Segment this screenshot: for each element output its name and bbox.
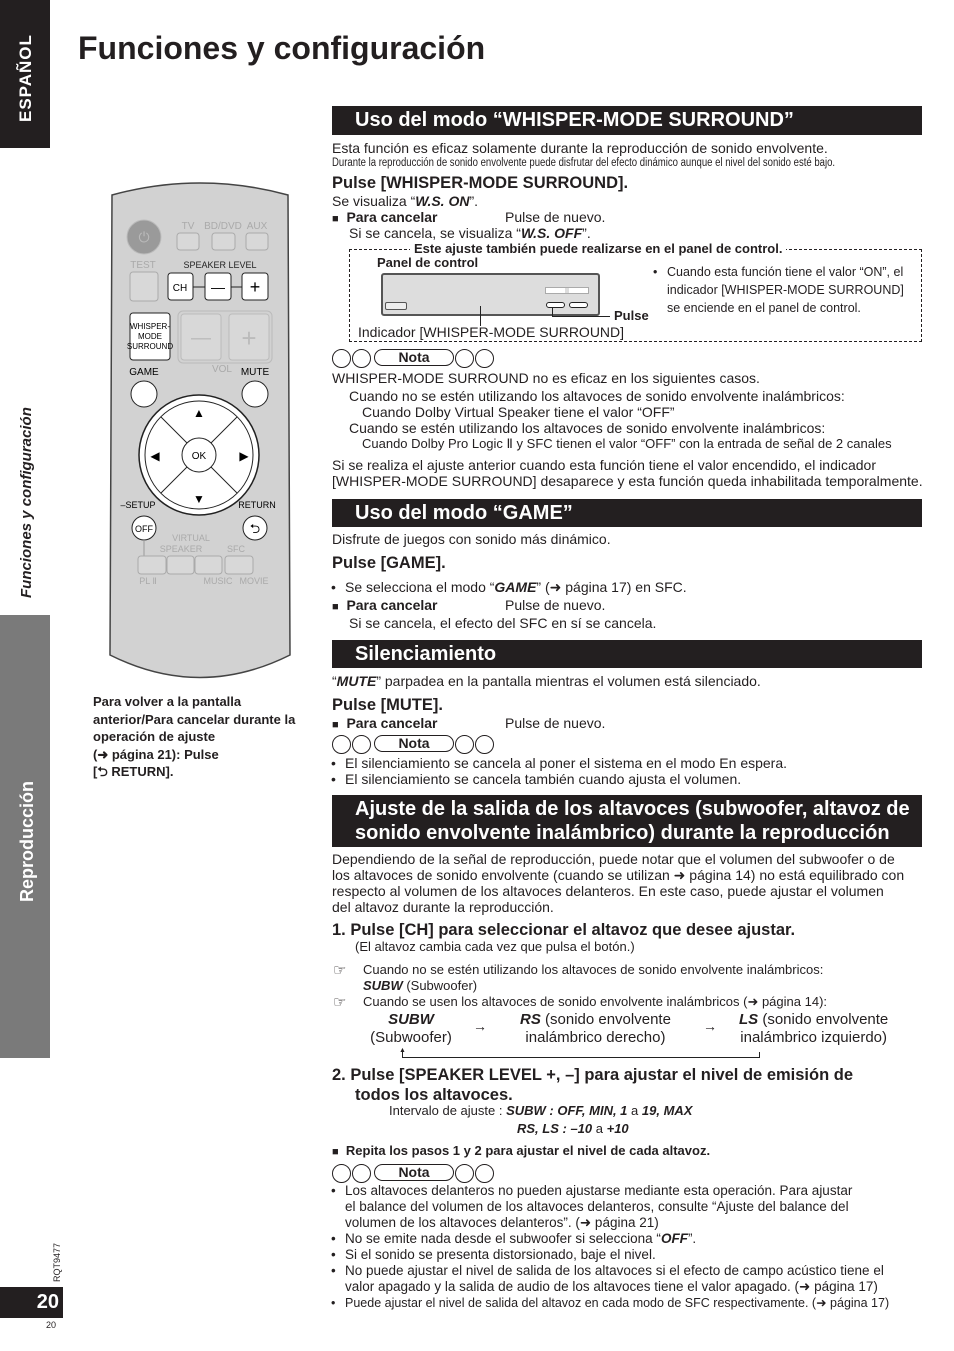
cycle-return-line bbox=[402, 1052, 760, 1058]
panel-indicator-label: Indicador [WHISPER-MODE SURROUND] bbox=[358, 324, 625, 340]
mute-intro: “MUTE” parpadea en la pantalla mientras el volumen está silenciado. bbox=[332, 673, 761, 689]
section-header-game: Uso del modo “GAME” bbox=[332, 499, 922, 527]
svg-text:VOL: VOL bbox=[211, 364, 233, 375]
mute-step: Pulse [MUTE]. bbox=[332, 696, 443, 714]
whisper-intro-small: Durante la reproducción de sonido envolvente puede disfrutar del efecto dinámico aunque el nivel del sonido esté bajo. bbox=[332, 157, 836, 169]
svg-text:–SETUP: –SETUP bbox=[120, 500, 156, 510]
speaker-case-1: Cuando no se estén utilizando los altavoces de sonido envolvente inalámbricos: bbox=[363, 962, 824, 977]
left-arrow-icon: ◀ bbox=[150, 449, 160, 463]
speaker-cycle-rs: RS (sonido envolvente inalámbrico derecho) bbox=[520, 1011, 671, 1046]
speaker-case-2: Cuando se usen los altavoces de sonido envolvente inalámbricos (➜ página 14): bbox=[363, 994, 828, 1009]
up-arrow-icon: ▲ bbox=[193, 406, 205, 420]
range-line-2: RS, LS : –10 a +10 bbox=[517, 1121, 629, 1136]
svg-text:OK: OK bbox=[191, 451, 207, 462]
power-icon: ⏻ bbox=[138, 229, 150, 245]
speaker-step-2: 2. Pulse [SPEAKER LEVEL +, –] para ajustar el nivel de emisión de todos los altavoces. bbox=[332, 1066, 854, 1104]
aux-button bbox=[246, 233, 268, 250]
panel-pulse-label: Pulse bbox=[614, 308, 649, 323]
bd-button bbox=[212, 233, 235, 250]
page-number-small: 20 bbox=[46, 1320, 57, 1330]
remote-caption: Para volver a la pantalla anterior/Para cancelar durante la operación de ajuste (➜ página 21): Pulse [⮌ RETURN]. bbox=[93, 694, 296, 780]
panel-box-title: Este ajuste también puede realizarse en el panel de control. bbox=[410, 241, 786, 257]
game-cancel-value: Pulse de nuevo. bbox=[505, 597, 606, 613]
section-header-mute: Silenciamiento bbox=[332, 640, 922, 668]
note-text: Si se realiza el ajuste anterior cuando esta función tiene el valor encendido, el indicador bbox=[332, 457, 877, 473]
svg-text:+: + bbox=[249, 277, 261, 297]
arrow-right-icon: → bbox=[703, 1018, 717, 1034]
repeat-step: ■ Repita los pasos 1 y 2 para ajustar el nivel de cada altavoz. bbox=[332, 1143, 711, 1158]
game-cancel-text: Si se cancela, el efecto del SFC en sí se cancela. bbox=[349, 615, 657, 631]
panel-volume-buttons bbox=[546, 288, 588, 293]
hand-pointer-icon: ☞ bbox=[333, 962, 347, 979]
mute-button bbox=[242, 381, 268, 407]
section-header-whisper: Uso del modo “WHISPER-MODE SURROUND” bbox=[332, 106, 922, 135]
speaker-intro: Dependiendo de la señal de reproducción, puede notar que el volumen del subwoofer o de los altavoces de sonido envolvente (cuando se utilizan ➜ página 14) no está equilibrado con respecto al volumen de los altavoces delanteros. En este caso, puede ajustar el volumen del altavoz durante la reproducción. bbox=[332, 851, 905, 915]
hand-pointer-icon: ☞ bbox=[333, 994, 347, 1011]
page-title: Funciones y configuración bbox=[78, 30, 486, 66]
section-label: Reproducción bbox=[17, 780, 37, 902]
game-cancel: ■ Para cancelar bbox=[332, 597, 438, 613]
svg-text:RETURN: RETURN bbox=[238, 500, 276, 510]
test-button bbox=[130, 272, 158, 301]
language-label: ESPAÑOL bbox=[16, 34, 35, 122]
right-arrow-icon: ▶ bbox=[239, 449, 249, 463]
whisper-step: Pulse [WHISPER-MODE SURROUND]. bbox=[332, 174, 629, 192]
svg-text:MUSIC: MUSIC bbox=[203, 576, 233, 586]
game-button bbox=[131, 381, 157, 407]
svg-text:PL Ⅱ: PL Ⅱ bbox=[139, 576, 157, 586]
nota-label: Nota bbox=[332, 348, 496, 368]
whisper-display: Se visualiza “W.S. ON”. bbox=[332, 193, 479, 209]
speaker-cycle-subw: SUBW (Subwoofer) bbox=[370, 1011, 452, 1046]
speaker-cycle-ls: LS (sonido envolvente inalámbrico izquierdo) bbox=[739, 1011, 889, 1046]
bd-label: BD/DVD bbox=[204, 221, 242, 232]
svg-text:SURROUND: SURROUND bbox=[126, 342, 174, 351]
doc-code: RQT9477 bbox=[52, 1242, 62, 1282]
cycle-return-arrow-icon: ▲ bbox=[399, 1047, 406, 1054]
game-intro: Disfrute de juegos con sonido más dinámico. bbox=[332, 531, 611, 547]
speaker-step-1-sub: (El altavoz cambia cada vez que pulsa el botón.) bbox=[355, 939, 635, 954]
speaker-case-1-value: SUBW (Subwoofer) bbox=[363, 978, 478, 993]
game-bullet: • Se selecciona el modo “GAME” (➜ página 17) en SFC. bbox=[345, 579, 687, 595]
svg-text:VIRTUAL: VIRTUAL bbox=[172, 533, 210, 543]
range-line-1: Intervalo de ajuste : SUBW : OFF, MIN, 1 a 19, MAX bbox=[389, 1103, 693, 1118]
return-icon: ⮌ bbox=[249, 521, 261, 536]
note-text: Cuando Dolby Pro Logic Ⅱ y SFC tienen el valor “OFF” con la entrada de señal de 2 canales bbox=[362, 436, 892, 451]
svg-text:GAME: GAME bbox=[129, 367, 159, 378]
indicator-leader-line bbox=[480, 306, 481, 326]
note-text: Cuando Dolby Virtual Speaker tiene el valor “OFF” bbox=[362, 404, 675, 420]
tv-button bbox=[177, 233, 199, 250]
pulse-leader-line bbox=[552, 308, 610, 317]
section-italic-label: Funciones y configuración bbox=[18, 407, 35, 598]
whisper-intro: Esta función es eficaz solamente durante la reproducción de sonido envolvente. bbox=[332, 140, 828, 156]
svg-text:SFC: SFC bbox=[227, 544, 245, 554]
remote-control-illustration bbox=[100, 175, 300, 690]
speaker-level-label: SPEAKER LEVEL bbox=[183, 260, 257, 270]
whisper-cancel: ■ Para cancelar bbox=[332, 209, 438, 225]
svg-text:OFF: OFF bbox=[135, 524, 153, 534]
panel-note: • Cuando esta función tiene el valor “ON”, el indicador [WHISPER-MODE SURROUND] se enciende en el panel de control. bbox=[667, 263, 904, 317]
whisper-cancel-value: Pulse de nuevo. bbox=[505, 209, 606, 225]
tv-label: TV bbox=[181, 221, 195, 232]
mute-cancel-value: Pulse de nuevo. bbox=[505, 715, 606, 731]
arrow-right-icon: → bbox=[473, 1018, 487, 1034]
whisper-cancel-text: Si se cancela, se visualiza “W.S. OFF”. bbox=[349, 225, 591, 241]
svg-text:MODE: MODE bbox=[138, 332, 162, 341]
down-arrow-icon: ▼ bbox=[193, 492, 205, 506]
svg-text:—: — bbox=[211, 279, 225, 295]
note-text: • El silenciamiento se cancela también cuando ajusta el volumen. bbox=[345, 771, 741, 787]
svg-text:SPEAKER: SPEAKER bbox=[159, 544, 203, 554]
panel-power-button bbox=[385, 302, 407, 310]
panel-label: Panel de control bbox=[377, 255, 479, 270]
aux-label: AUX bbox=[246, 221, 268, 232]
note-text: WHISPER-MODE SURROUND no es eficaz en los siguientes casos. bbox=[332, 370, 760, 386]
note-text: [WHISPER-MODE SURROUND] desaparece y esta función queda inhabilitada temporalmente. bbox=[332, 473, 923, 489]
svg-text:MOVIE: MOVIE bbox=[239, 576, 269, 586]
speaker-notes: • Los altavoces delanteros no pueden ajustarse mediante esta operación. Para ajustar el balance del volumen de los altavoces delanteros, consulte “Ajuste del balance del volumen de los altavoces delanteros”. (➜ página 21) • No se emite nada desde el subwoofer si selecciona “OFF”. • Si el sonido se presenta distorsionado, baje el nivel. • No puede ajustar el nivel de salida de los altavoces si el efecto de campo acústico tiene el valor apagado y la salida de audio de los altavoces tiene el valor apagado. (➜ página 17) • Puede ajustar el nivel de salida del altavoz en cada modo de SFC respectivamente. (➜ página 17) bbox=[345, 1183, 889, 1311]
note-text: Cuando no se estén utilizando los altavoces de sonido envolvente inalámbricos: bbox=[349, 388, 845, 404]
page-number: 20 bbox=[0, 1287, 63, 1318]
note-text: • El silenciamiento se cancela al poner el sistema en el modo En espera. bbox=[345, 755, 787, 771]
test-label: TEST bbox=[130, 260, 156, 271]
nota-label: Nota bbox=[332, 734, 496, 754]
svg-text:WHISPER-: WHISPER- bbox=[130, 322, 170, 331]
note-text: Cuando se estén utilizando los altavoces de sonido envolvente inalámbricos: bbox=[349, 420, 826, 436]
svg-text:CH: CH bbox=[172, 283, 188, 294]
nota-label: Nota bbox=[332, 1163, 496, 1183]
svg-text:MUTE: MUTE bbox=[240, 367, 270, 378]
section-header-speaker: Ajuste de la salida de los altavoces (subwoofer, altavoz de sonido envolvente inalámbrico) durante la reproducción bbox=[332, 795, 922, 847]
svg-text:+: + bbox=[241, 323, 257, 353]
svg-text:—: — bbox=[191, 327, 211, 349]
speaker-step-1: 1. Pulse [CH] para seleccionar el altavoz que desee ajustar. bbox=[332, 921, 796, 939]
game-step: Pulse [GAME]. bbox=[332, 554, 446, 572]
mute-cancel: ■ Para cancelar bbox=[332, 715, 438, 731]
